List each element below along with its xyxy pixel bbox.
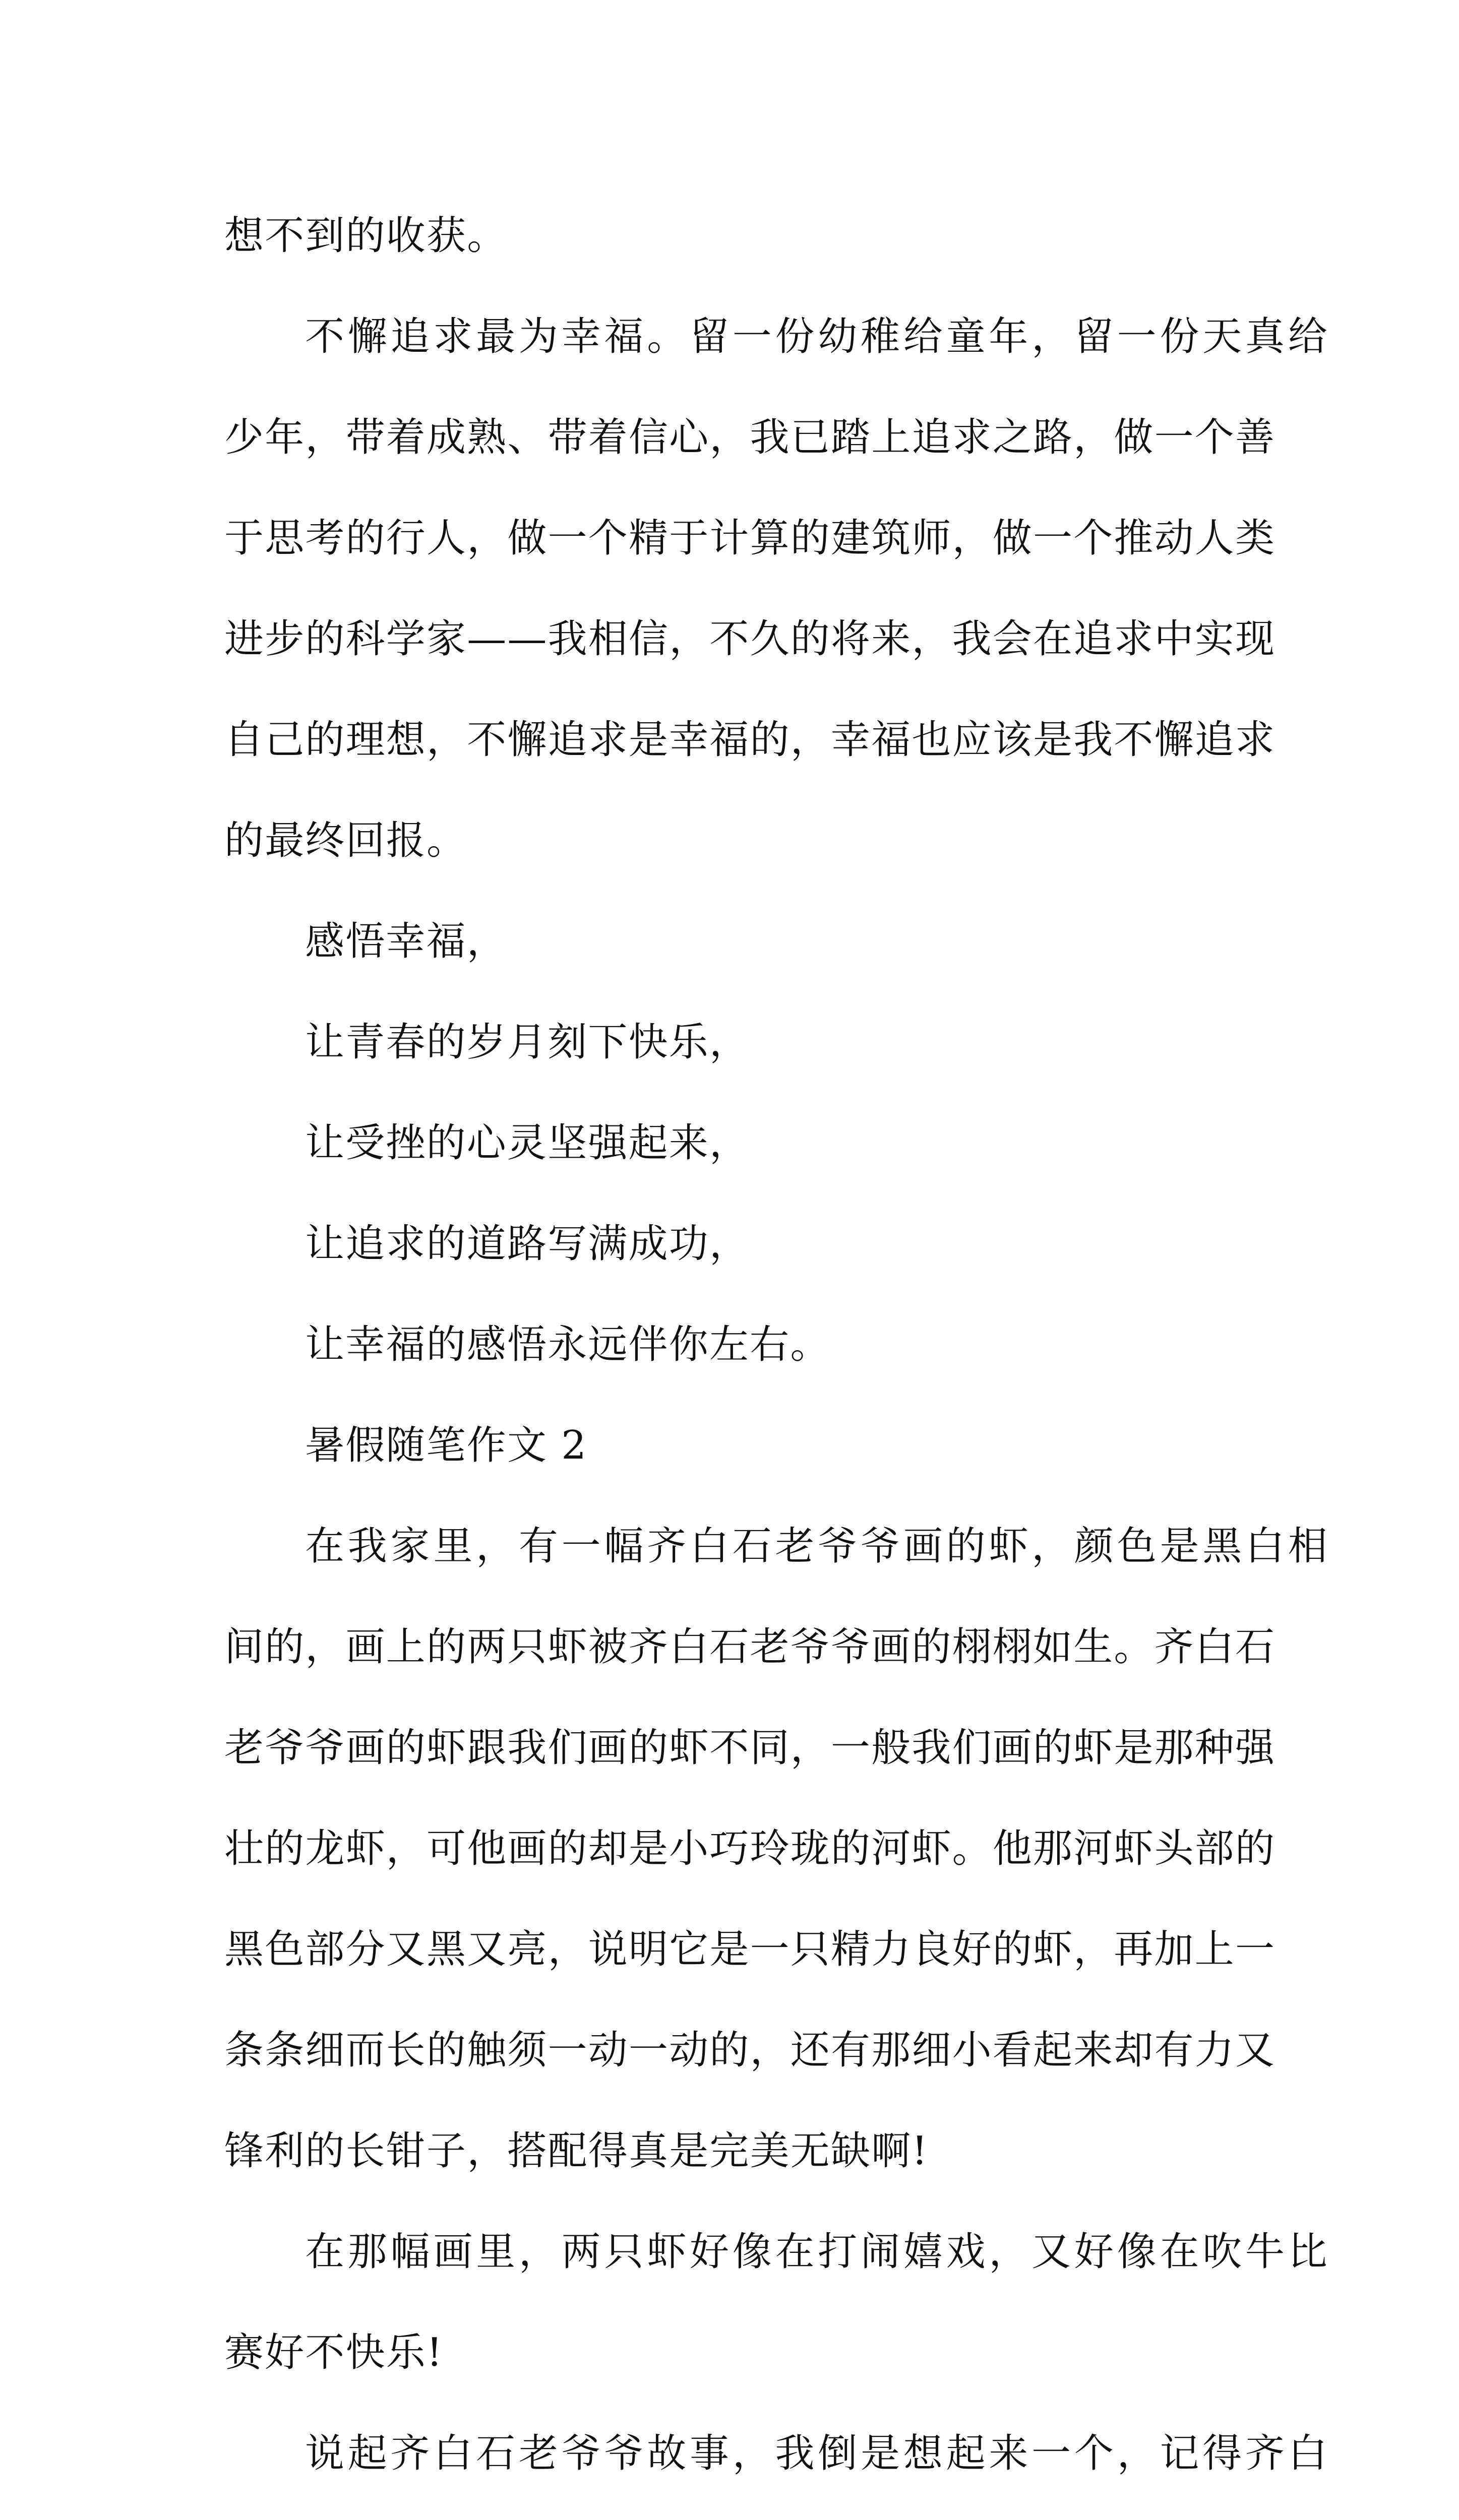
text-line: 老爷爷画的虾跟我们画的虾不同，一般我们画的虾是那种强 <box>224 1725 1276 1771</box>
paragraph-start-line: 在那幅画里，两只虾好像在打闹嬉戏，又好像在吹牛比 <box>305 2229 1328 2275</box>
text-line: 赛好不快乐! <box>224 2330 444 2375</box>
paragraph-start-line: 说起齐白石老爷爷故事，我倒是想起来一个，记得齐白 <box>305 2431 1328 2476</box>
text-line: 进步的科学家——我相信，不久的将来，我会在追求中实现 <box>224 616 1276 662</box>
text-line: 壮的龙虾，可他画的却是小巧玲珑的河虾。他那河虾头部的 <box>224 1826 1276 1871</box>
text-line <box>224 2504 1248 2520</box>
text-line: 于思考的行人，做一个精于计算的建筑师，做一个推动人类 <box>224 516 1276 561</box>
section-heading: 暑假随笔作文 2 <box>305 1423 588 1468</box>
poem-line: 让青春的岁月刻下快乐， <box>305 1020 750 1065</box>
poem-line: 让追求的道路写满成功， <box>305 1221 750 1267</box>
text-line: 黑色部分又黑又亮，说明它是一只精力良好的虾，再加上一 <box>224 1927 1276 1972</box>
paragraph-start-line: 在我家里，有一幅齐白石老爷爷画的虾，颜色是黑白相 <box>305 1524 1328 1569</box>
text-line: 少年，带着成熟、带着信心，我已踏上追求之路，做一个善 <box>224 415 1276 460</box>
poem-line: 让受挫的心灵坚强起来， <box>305 1120 750 1166</box>
text-line: 条条细而长的触须一动一动的，还有那细小看起来却有力又 <box>224 2028 1276 2073</box>
text-line: 间的，画上的两只虾被齐白石老爷爷画的栩栩如生。齐白石 <box>224 1624 1276 1670</box>
poem-line: 感悟幸福， <box>305 919 508 964</box>
text-line: 锋利的长钳子，搭配得真是完美无缺啊! <box>224 2128 929 2174</box>
paragraph-start-line: 不懈追求最为幸福。留一份幼稚给童年，留一份天真给 <box>305 314 1328 359</box>
document-body <box>224 185 1328 2520</box>
poem-line: 让幸福的感悟永远伴你左右。 <box>305 1322 831 1367</box>
text-line: 想不到的收获。 <box>224 213 508 259</box>
text-line: 自己的理想，不懈追求是幸福的，幸福也应该是我不懈追求 <box>224 717 1276 763</box>
text-line: 的最终回报。 <box>224 818 467 863</box>
